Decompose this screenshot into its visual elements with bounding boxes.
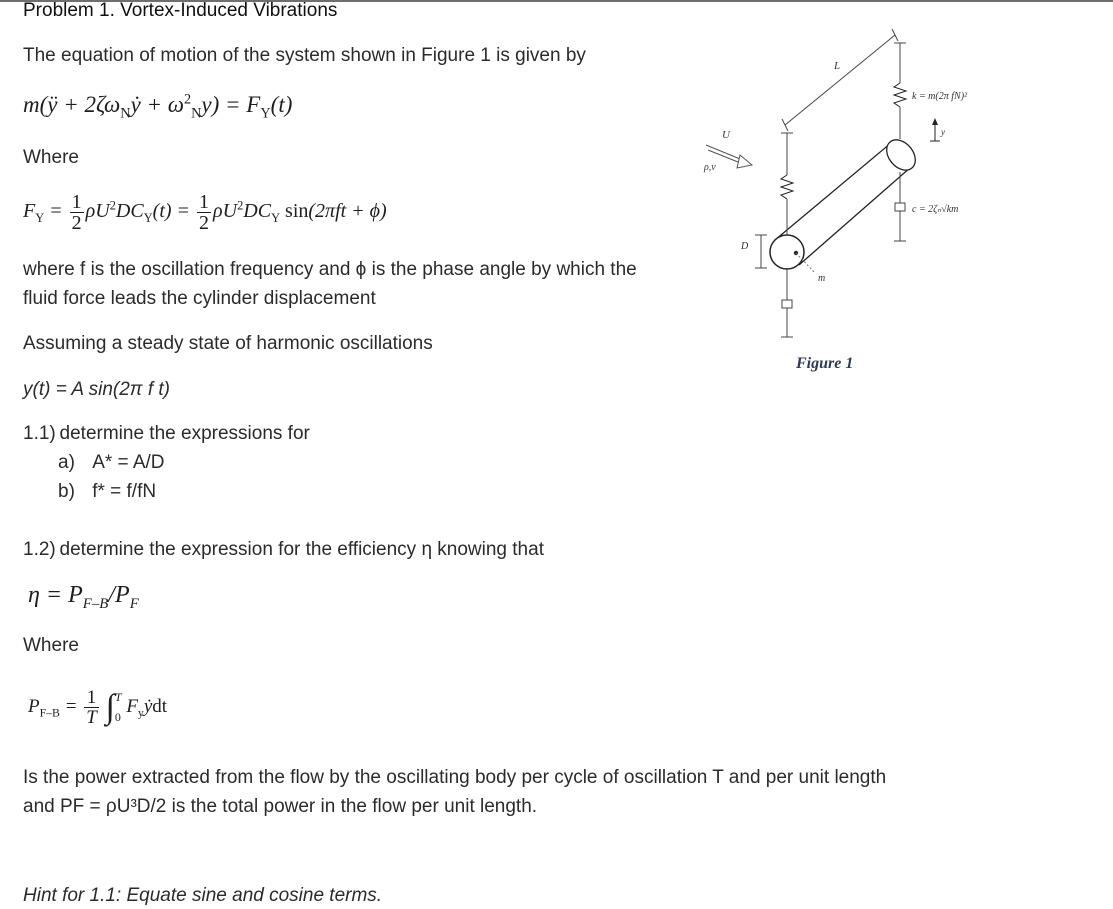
force-equation: $F_Y$ = $\frac{1}{2}$ $\rho U^2DC_Y(t)$ = $\frac{1}{2}$ $\rho U^2DC_Y$ sin(2πft + ϕ) <box>23 191 387 234</box>
diameter-label: D <box>741 241 749 252</box>
damping-label: c = 2ζₙ√km <box>912 204 959 215</box>
steady-state-text: Assuming a steady state of harmonic oscillations <box>23 333 433 354</box>
power-integral-equation: $P_{F-B}$ = $\frac{1}{T}$ ∫ T 0 $F_yẏdt$ <box>28 687 168 728</box>
displacement-equation: y(t) = A sin(2π f t) <box>23 379 170 400</box>
stiffness-label: k = m(2π fN)² <box>912 91 968 102</box>
figure-caption: Figure 1 <box>796 355 854 372</box>
force-description-line2: fluid force leads the cylinder displacement <box>23 288 376 309</box>
cylinder-bottom-edge <box>799 167 911 265</box>
where-label-2: Where <box>23 635 79 656</box>
mass-label: m <box>818 273 826 284</box>
force-description-line1: where f is the oscillation frequency and ϕ is the phase angle by which the <box>23 259 637 280</box>
power-description-line1: Is the power extracted from the flow by the oscillating body per cycle of oscillation T and per unit length <box>23 767 887 788</box>
list-item-text: A* = A/D <box>92 452 165 473</box>
list-item-b <box>58 481 156 503</box>
left-dashpot-icon <box>782 300 792 308</box>
figure-1-diagram <box>690 15 1010 360</box>
list-marker: a) <box>58 452 75 473</box>
hint-text: Hint for 1.1: Equate sine and cosine terms. <box>23 885 383 906</box>
fluid-properties-label: ρ,ν <box>704 162 716 173</box>
length-label: L <box>834 60 841 72</box>
power-description-line2: and PF = ρU³D/2 is the total power in the flow per unit length. <box>23 796 538 817</box>
list-marker: b) <box>58 481 75 502</box>
list-item-text: f* = f/fN <box>92 481 157 502</box>
right-spring-icon <box>894 83 906 107</box>
cylinder-near-end <box>770 235 804 269</box>
intro-text: The equation of motion of the system shown in Figure 1 is given by <box>23 45 586 66</box>
right-dashpot-icon <box>895 203 905 211</box>
where-label-1: Where <box>23 147 79 168</box>
flow-arrow-icon <box>737 155 752 168</box>
efficiency-equation: $\eta = P_{F-B}/P_F$ <box>28 582 139 612</box>
velocity-label: U <box>722 129 730 141</box>
problem-title: Problem 1. Vortex-Induced Vibrations <box>23 0 338 21</box>
length-dimension-line <box>785 35 895 125</box>
y-axis-label: y <box>941 127 945 137</box>
question-1-2-heading: 1.2) determine the expression for the efficiency η knowing that <box>23 539 544 560</box>
question-1-1-heading: 1.1) determine the expressions for <box>23 423 310 444</box>
cylinder-far-end <box>881 134 921 175</box>
equation-of-motion: m(ÿ + $2\zeta\omega_Nẏ + \omega^2_Ny) = F_Y(t)$ <box>23 91 293 122</box>
left-spring-icon <box>781 175 793 199</box>
list-item-a <box>58 452 165 474</box>
